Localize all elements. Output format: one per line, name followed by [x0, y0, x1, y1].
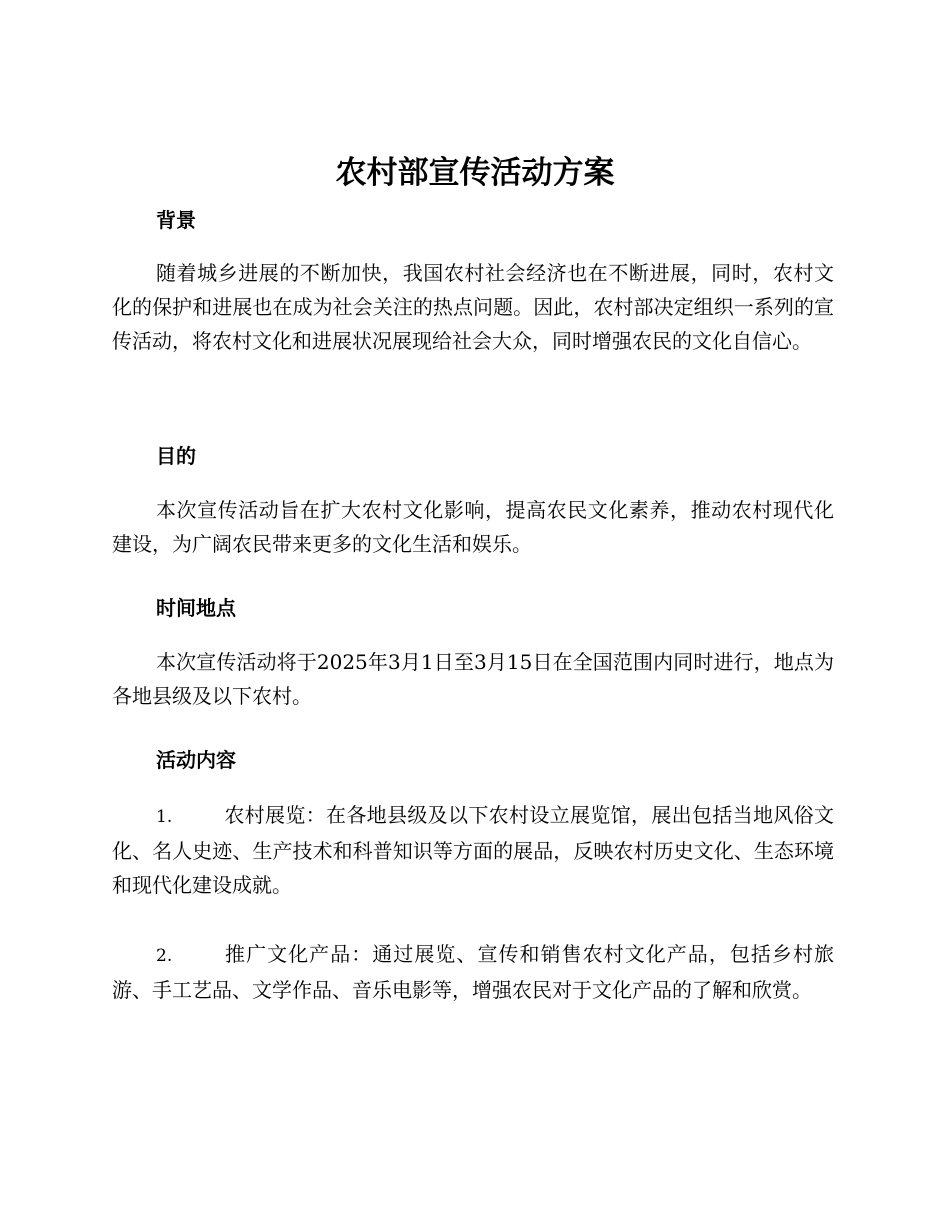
heading-time-place: 时间地点 [156, 596, 236, 620]
activity-item-1 [112, 798, 834, 902]
activity-item-1-text: 农村展览：在各地县级及以下农村设立展览馆，展出包括当地风俗文化、名人史迹、生产技术和科普知识等方面的展品，反映农村历史文化、生态环境和现代化建设成就。 [112, 803, 834, 897]
activity-item-2-number: 2. [156, 946, 173, 966]
document-title: 农村部宣传活动方案 [335, 155, 615, 191]
paragraph-background: 随着城乡进展的不断加快，我国农村社会经济也在不断进展，同时，农村文化的保护和进展也在成为社会关注的热点问题。因此，农村部决定组织一系列的宣传活动，将农村文化和进展状况展现给社会大众，同时增强农民的文化自信心。 [112, 261, 834, 353]
activity-item-2 [112, 937, 834, 1007]
paragraph-purpose: 本次宣传活动旨在扩大农村文化影响，提高农民文化素养，推动农村现代化建设，为广阔农民带来更多的文化生活和娱乐。 [112, 498, 834, 556]
activity-item-2-text: 推广文化产品：通过展览、宣传和销售农村文化产品，包括乡村旅游、手工艺品、文学作品、音乐电影等，增强农民对于文化产品的了解和欣赏。 [112, 942, 834, 1002]
activity-item-1-number: 1. [156, 807, 173, 827]
heading-activities: 活动内容 [156, 748, 236, 772]
heading-background: 背景 [156, 208, 196, 232]
paragraph-time-place: 本次宣传活动将于2025年3月1日至3月15日在全国范围内同时进行，地点为各地县级及以下农村。 [112, 650, 834, 708]
heading-purpose: 目的 [156, 444, 196, 468]
